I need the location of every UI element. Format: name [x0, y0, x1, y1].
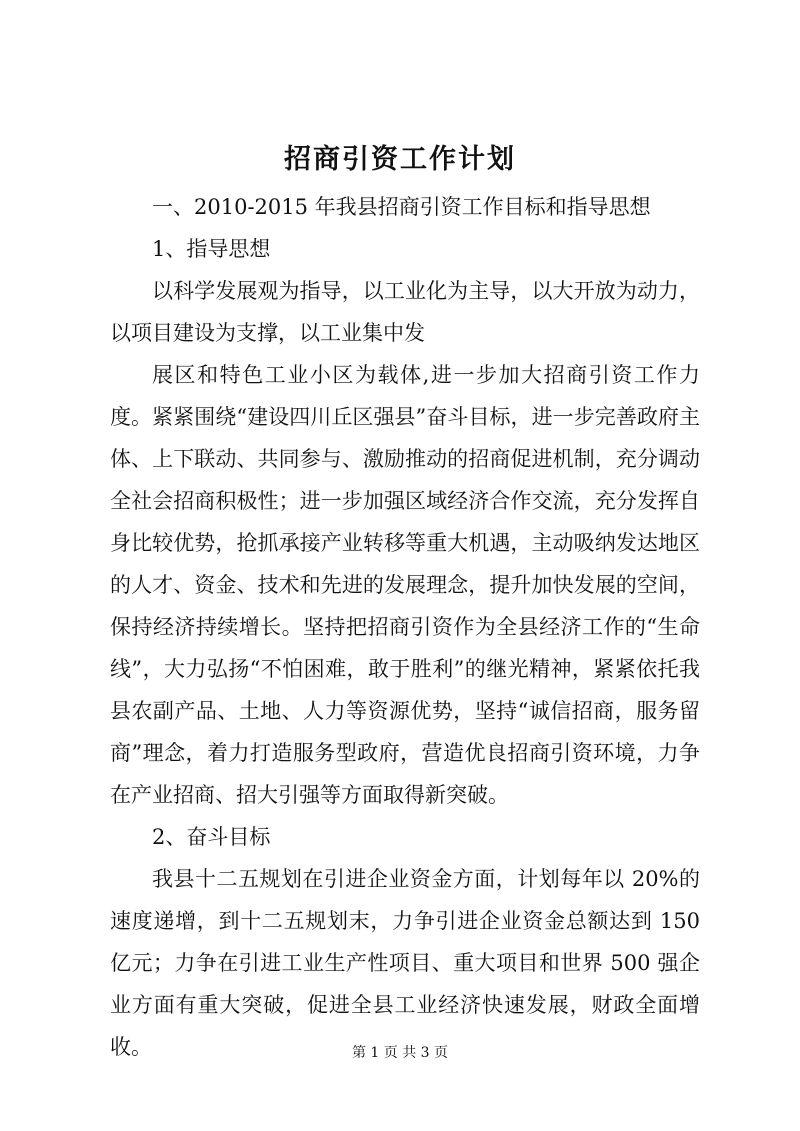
paragraph-goals-body: 我县十二五规划在引进企业资金方面，计划每年以 20%的速度递增，到十二五规划末，力争引进企业资金总额达到 150 亿元；力争在引进工业生产性项目、重大项目和世界 500 强企业方面有重大突破，促进全县工业经济快速发展，财政全面增收。	[110, 867, 700, 1059]
document-body	[110, 186, 700, 1068]
subheading-guiding-ideology: 1、指导思想	[152, 237, 271, 261]
section-heading-1: 一、2010-2015 年我县招商引资工作目标和指导思想	[152, 195, 651, 219]
paragraph-guiding-ideology-body: 展区和特色工业小区为载体,进一步加大招商引资工作力度。紧紧围绕“建设四川丘区强县”奋斗目标，进一步完善政府主体、上下联动、共同参与、激励推动的招商促进机制，充分调动全社会招商积极性；进一步加强区域经济合作交流，充分发挥自身比较优势，抢抓承接产业转移等重大机遇，主动吸纳发达地区的人才、资金、技术和先进的发展理念，提升加快发展的空间，保持经济持续增长。坚持把招商引资作为全县经济工作的“生命线”，大力弘扬“不怕困难，敢于胜利”的继光精神，紧紧依托我县农副产品、土地、人力等资源优势，坚持“诚信招商，服务留商”理念，着力打造服务型政府，营造优良招商引资环境，力争在产业招商、招大引强等方面取得新突破。	[110, 363, 700, 807]
page-footer: 第 1 页 共 3 页	[351, 1045, 449, 1061]
document-title: 招商引资工作计划	[284, 144, 516, 175]
paragraph-guiding-ideology-intro: 以科学发展观为指导，以工业化为主导，以大开放为动力，以项目建设为支撑，以工业集中发	[110, 279, 700, 345]
subheading-goals: 2、奋斗目标	[152, 825, 271, 849]
